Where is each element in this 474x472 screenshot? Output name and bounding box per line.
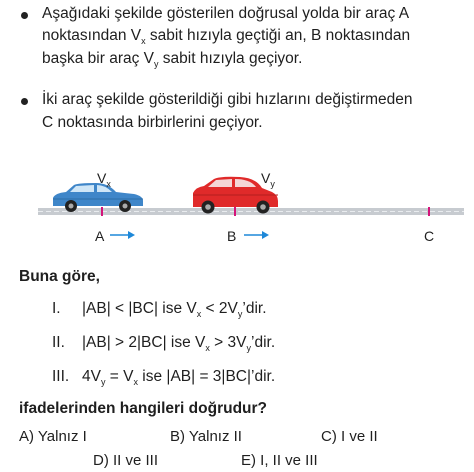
statement-2-number: II. (52, 334, 65, 351)
option-c[interactable]: C) I ve II (321, 428, 378, 445)
point-b-label: B (227, 228, 237, 244)
car1-velocity-label: $V_x$ (97, 170, 111, 189)
option-a[interactable]: A) Yalnız I (19, 428, 87, 445)
marker-c (428, 207, 430, 216)
option-e[interactable]: E) I, II ve III (241, 452, 318, 469)
statement-2: |AB| > 2|BC| ise $V_x$ > $3V_y’dir$. (82, 334, 276, 353)
road-figure (0, 165, 474, 245)
intro-line-5: C noktasında birbirlerini geçiyor. (42, 114, 263, 131)
intro-line-4: İki araç şekilde gösterildiği gibi hızlarını değiştirmeden (42, 91, 413, 108)
intro-line-2: noktasından $V_x$ sabit hızıyla geçtiği an, B noktasından (42, 27, 411, 46)
option-d[interactable]: D) II ve III (93, 452, 159, 469)
question-ask: ifadelerinden hangileri doğrudur? (19, 400, 268, 417)
point-a-label: A (95, 228, 105, 244)
option-b[interactable]: B) Yalnız II (170, 428, 242, 445)
arrow-a-icon (110, 231, 135, 239)
car-blue-icon (53, 183, 143, 212)
statement-3: $4V_y = V_x$ ise |AB| = 3|BC|’dir. (82, 368, 276, 387)
marker-b (234, 207, 236, 216)
statement-3-number: III. (52, 368, 70, 385)
marker-a (101, 207, 103, 216)
statement-1: |AB| < |BC| ise $V_x$ < $2V_y’dir$. (82, 300, 267, 319)
bullet-1 (21, 12, 28, 19)
arrow-b-icon (244, 231, 269, 239)
intro-line-3: başka bir araç $V_y$ sabit hızıyla geçiyor. (42, 50, 303, 69)
bullet-2 (21, 98, 28, 105)
question-lead: Buna göre, (19, 268, 100, 285)
point-c-label: C (424, 228, 435, 244)
intro-line-1: Aşağıdaki şekilde gösterilen doğrusal yolda bir araç A (42, 5, 410, 22)
statement-1-number: I. (52, 300, 61, 317)
car2-velocity-label: $V_y$ (261, 170, 275, 189)
